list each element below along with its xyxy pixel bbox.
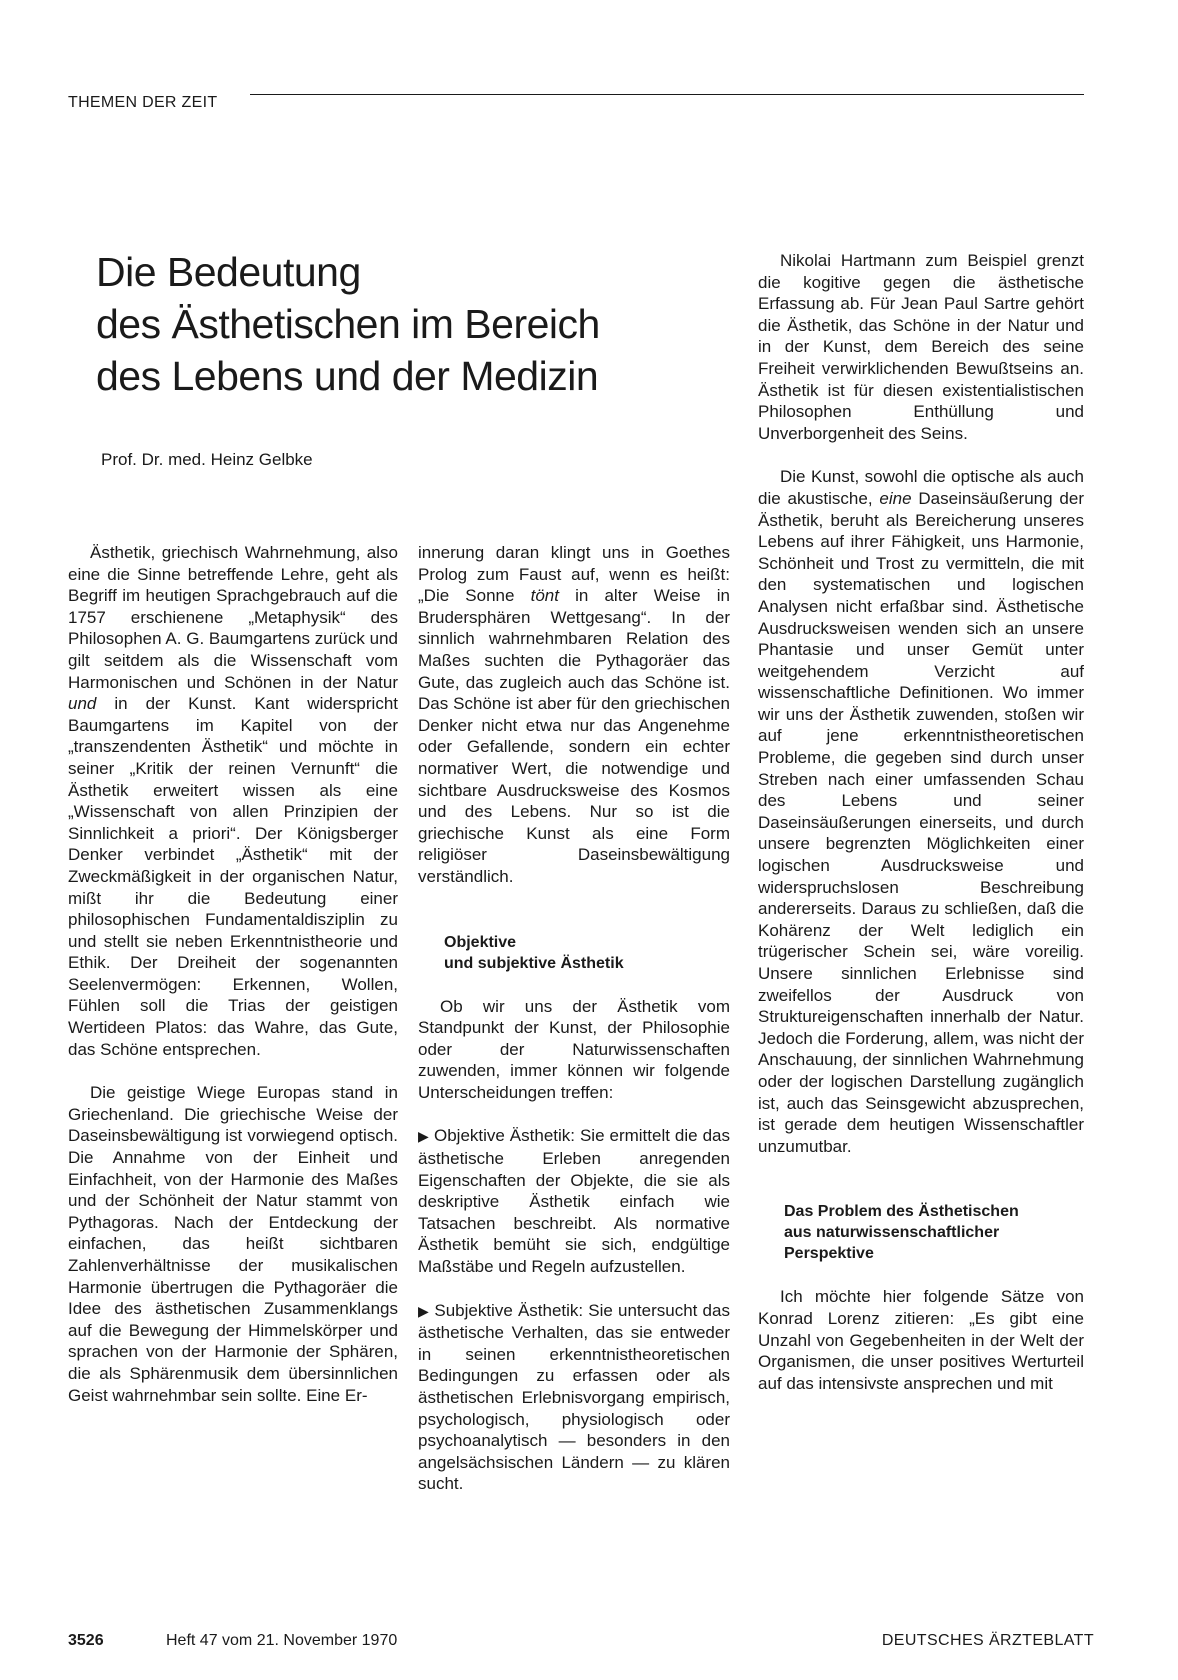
paragraph: Ich möchte hier folgende Sätze von Konrad Lorenz zitieren: „Es gibt eine Unzahl von Gegebenheiten in der Welt der Organismen, die unser positives Werturteil auf das intensivste ansprechen und mit xyxy=(758,1287,1084,1393)
emphasis: tönt xyxy=(530,586,559,606)
header-rule xyxy=(250,94,1084,95)
article-title xyxy=(96,246,696,402)
triangle-bullet-icon: ▶ xyxy=(418,1302,430,1319)
paragraph: Die Kunst, sowohl die optische als auch die akustische, eine Daseinsäußerung der Ästhetik, beruht als Bereicherung unseres Lebens auf ihrer Fähigkeit, uns Harmonie, Schönheit und Trost zu vermitteln, die mit den systematischen und logischen Analysen nicht erfaßbar sind. Ästhetische Ausdrucksweisen wenden sich an unsere Phantasie und unser Gemüt unter weitgehendem Verzicht auf wissenschaftliche Definitionen. Wo immer wir uns der Ästhetik zuwenden, stoßen wir auf jene erkenntnistheoretischen Probleme, die gegeben sind durch unser Streben nach einer umfassenden Schau des Lebens und seiner Daseinsäußerungen einerseits, und durch unsere begrenzten Möglichkeiten einer logischen Ausdrucksweise und widerspruchslosen Beschreibung andererseits. Daraus zu schließen, daß die Kohärenz der Welt lediglich ein trügerischer Schein sei, wäre voreilig. Unsere sinnlichen Erlebnisse sind zweifellos der Ausdruck von Struktureigenschaften innerhalb der Natur. Jedoch die Forderung, allem, was nicht der Anschauung, der sinnlichen Wahrnehmung oder der logischen Darstellung zugänglich ist, auch das Seinsgewicht abzusprechen, ist gerade dem heutigen Wissenschaftler unzumutbar. xyxy=(758,467,1084,1156)
bullet-item: ▶ Subjektive Ästhetik: Sie untersucht das ästhetische Verhalten, das sie entweder in seinen erkenntnistheoretischen Bedingungen zu erfassen oder als ästhetischen Erlebnisvorgang empirisch, psychologisch, physiologisch oder psychoanalytisch — besonders in den angelsächsischen Ländern — zu klären sucht. xyxy=(418,1300,730,1494)
article-author: Prof. Dr. med. Heinz Gelbke xyxy=(101,450,313,469)
paragraph: Ob wir uns der Ästhetik vom Standpunkt der Kunst, der Philosophie oder der Naturwissenschaften zuwenden, immer können wir folgende Unterscheidungen treffen: xyxy=(418,996,730,1102)
section-label: THEMEN DER ZEIT xyxy=(68,94,227,112)
paragraph: Die geistige Wiege Europas stand in Griechenland. Die griechische Weise der Daseinsbewältigung ist vorwiegend optisch. Die Annahme von der Einheit und Einfachheit, von der Harmonie des Maßes und der Schönheit der Natur stammt von Pythagoras. Nach der Entdeckung der einfachen, das heißt sichtbaren Zahlenverhältnisse der musikalischen Harmonie übertrugen die Pythagoräer die Idee des ästhetischen Zusammenklangs auf die Bewegung der Himmelskörper und sprachen von der Harmonie der Sphären, die als Sphärenmusik dem übersinnlichen Geist wahrnehmbar sein sollte. Eine Er- xyxy=(68,1083,398,1405)
title-line-2: des Ästhetischen im Bereich xyxy=(96,301,600,347)
page-header xyxy=(68,94,1084,116)
paragraph: Ästhetik, griechisch Wahrnehmung, also eine die Sinne betreffende Lehre, geht als Begriff im heutigen Sprachgebrauch auf die 1757 erschienene „Metaphysik“ des Philosophen A. G. Baumgartens zurück und gilt seitdem als die Wissenschaft vom Harmonischen und Schönen in der Natur und in der Kunst. Kant widerspricht Baumgartens im Kapitel von der „transzendenten Ästhetik“ und möchte in seiner „Kritik der reinen Vernunft“ die Ästhetik erweitert wissen als eine „Wissenschaft von allen Prinzipien der Sinnlichkeit a priori“. Der Königsberger Denker verbindet „Ästhetik“ mit der Zweckmäßigkeit in der organischen Natur, mißt ihr die Bedeutung einer philosophischen Fundamentaldisziplin zu und stellt sie neben Erkenntnistheorie und Ethik. Der Dreiheit der sogenannten Seelenvermögen: Erkennen, Wollen, Fühlen soll die Trias der geistigen Wertideen Platos: das Wahre, das Gute, das Schöne entsprechen. xyxy=(68,543,398,1059)
text-column-1 xyxy=(68,542,398,1406)
bullet-item: ▶ Objektive Ästhetik: Sie ermittelt die das ästhetische Erleben anregenden Eigenschaften der Objekte, die sie als deskriptive Ästhetik einfach wie Tatsachen beschreibt. Als normative Ästhetik bemüht sie sich, endgültige Maßstäbe und Regeln aufzustellen. xyxy=(418,1126,730,1277)
paragraph: innerung daran klingt uns in Goethes Prolog zum Faust auf, wenn es heißt: „Die Sonne tönt in alter Weise in Brudersphären Wettgesang“. In der sinnlich wahrnehmbaren Relation des Maßes suchten die Pythagoräer das Gute, das zugleich auch das Schöne ist. Das Schöne ist aber für den griechischen Denker nicht etwa nur das Angenehme oder Gefallende, sondern ein echter normativer Wert, die notwendige und sichtbare Ausdrucksweise des Kosmos und des Lebens. Nur so ist die griechische Kunst als eine Form religiöser Daseinsbewältigung verständlich. xyxy=(418,543,730,886)
section-heading: Objektive und subjektive Ästhetik xyxy=(444,933,624,972)
text-column-2 xyxy=(418,542,730,1495)
triangle-bullet-icon: ▶ xyxy=(418,1128,430,1145)
paragraph: Nikolai Hartmann zum Beispiel grenzt die kogitive gegen die ästhetische Erfassung ab. Für Jean Paul Sartre gehört die Ästhetik, das Schöne in der Natur und in der Kunst, dem Bereich des seine Freiheit verwirklichenden Bewußtseins an. Ästhetik ist für diesen existentialistischen Philosophen Enthüllung und Unverborgenheit des Seins. xyxy=(758,251,1084,443)
section-heading: Das Problem des Ästhetischen aus naturwissenschaftlicher Perspektive xyxy=(784,1203,1019,1263)
issue-info: Heft 47 vom 21. November 1970 xyxy=(166,1632,398,1649)
journal-name: DEUTSCHES ÄRZTEBLATT xyxy=(881,1632,1094,1649)
title-line-3: des Lebens und der Medizin xyxy=(96,353,599,399)
title-line-1: Die Bedeutung xyxy=(96,249,361,295)
page-number: 3526 xyxy=(68,1632,104,1649)
emphasis: und xyxy=(68,694,97,714)
text-column-3 xyxy=(758,250,1084,1394)
emphasis: eine xyxy=(879,488,912,508)
